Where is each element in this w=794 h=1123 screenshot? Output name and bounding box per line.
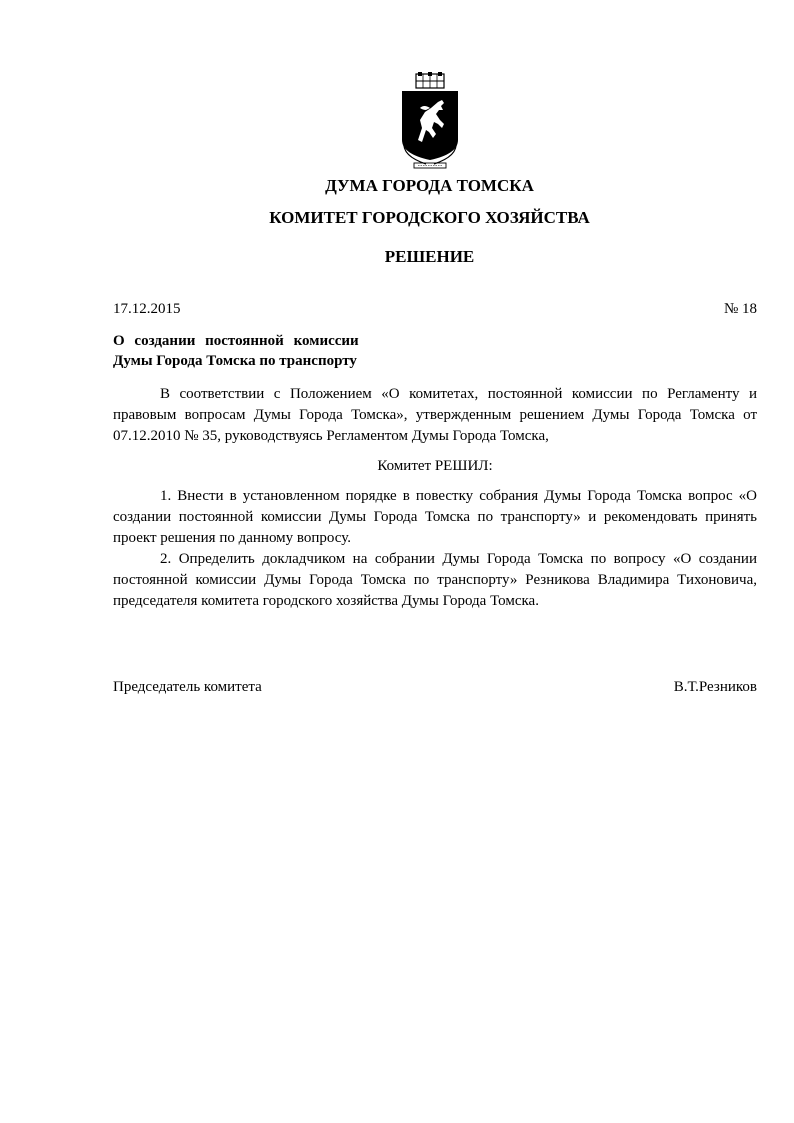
decision-item-1: 1. Внести в установленном порядке в повестку собрания Думы Города Томска вопрос «О создании постоянной комиссии Думы Города Томска по транспорту» и рекомендовать принять проект решения по данному вопросу. — [113, 488, 757, 546]
signatory-name: В.Т.Резников — [673, 679, 757, 695]
subject-line-2: Думы Города Томска по транспорту — [113, 353, 357, 369]
document-date: 17.12.2015 — [113, 301, 181, 317]
document-subject — [113, 331, 413, 371]
committee-title: КОМИТЕТ ГОРОДСКОГО ХОЗЯЙСТВА — [269, 208, 590, 227]
document-number: № 18 — [723, 301, 757, 317]
signatory-role: Председатель комитета — [113, 679, 262, 695]
tomsk-coat-of-arms-icon — [398, 72, 462, 172]
decision-heading: Комитет РЕШИЛ: — [377, 458, 493, 474]
preamble-paragraph: В соответствии с Положением «О комитетах, постоянной комиссии по Регламенту и правовым вопросам Думы Города Томска», утвержденным решением Думы Города Томска от 07.12.2010 № 35, руководствуясь Регламентом Думы Города Томска, — [113, 386, 757, 444]
organization-title: ДУМА ГОРОДА ТОМСКА — [325, 176, 534, 195]
subject-line-1: О создании постоянной комиссии — [113, 333, 359, 349]
document-type-title: РЕШЕНИЕ — [384, 247, 475, 266]
decision-item-2: 2. Определить докладчиком на собрании Думы Города Томска по вопросу «О создании постоянной комиссии Думы Города Томска по транспорту» Резникова Владимира Тихоновича, председателя комитета городского хозяйства Думы Города Томска. — [113, 551, 757, 609]
